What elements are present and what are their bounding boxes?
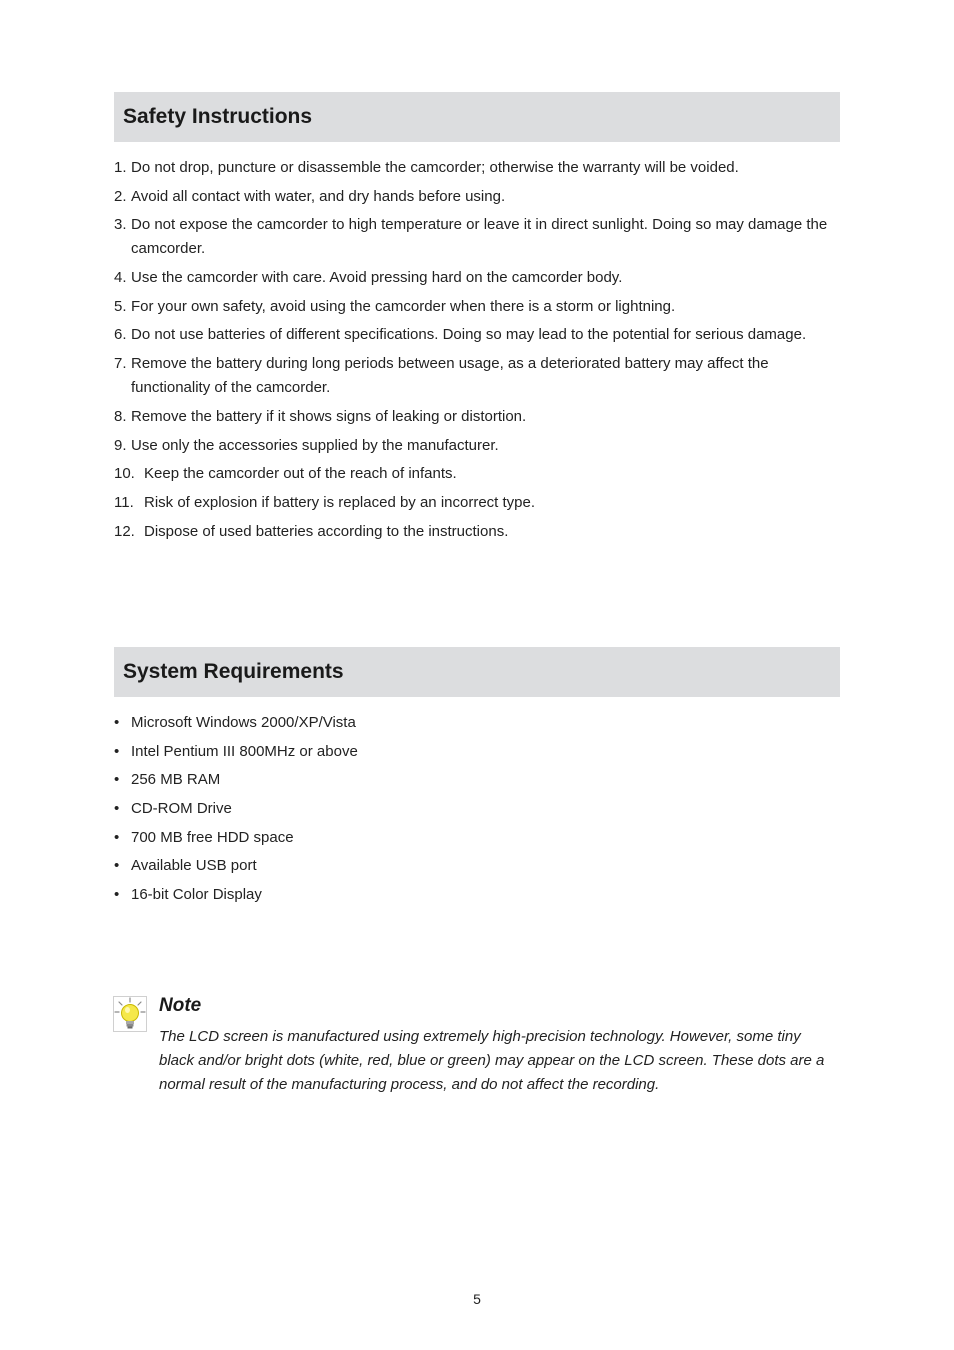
bullet-icon: • [114,714,120,731]
item-text: 256 MB RAM [131,771,221,789]
section-title: Safety Instructions [123,105,313,128]
list-item [114,405,840,429]
item-number: 12. [114,522,135,540]
item-text: Use the camcorder with care. Avoid pressing hard on the camcorder body. [131,269,623,287]
list-item [114,740,840,764]
item-number: 10. [114,465,135,483]
system-requirements-header [114,647,840,697]
list-item [114,323,840,347]
bullet-icon: • [114,886,120,904]
list-item [114,520,840,544]
item-number: 8. [114,407,127,425]
section-title: System Requirements [123,660,344,683]
item-number: 3. [114,216,127,234]
note-body: The LCD screen is manufactured using extremely high-precision technology. However, some tiny black and/or bright dots (white, red, blue or green) may appear on the LCD screen. These dots are a normal result of the manufacturing process, and do not affect the recording. [159,1028,825,1093]
item-text: Remove the battery during long periods between usage, as a deteriorated battery may affect the functionality of the camcorder. [131,355,769,397]
item-text: 16-bit Color Display [131,886,262,904]
list-item [114,797,840,821]
list-item [114,156,840,180]
list-item [114,491,840,515]
item-text: Remove the battery if it shows signs of leaking or distortion. [131,407,527,425]
item-text: Dispose of used batteries according to the instructions. [144,522,509,540]
item-text: For your own safety, avoid using the camcorder when there is a storm or lightning. [131,297,676,315]
list-item [114,185,840,209]
item-text: Microsoft Windows 2000/XP/Vista [131,714,356,731]
item-number: 7. [114,355,127,373]
item-number: 5. [114,297,127,315]
page-number: 5 [473,1291,481,1307]
item-text: Do not drop, puncture or disassemble the camcorder; otherwise the warranty will be voided. [131,159,739,176]
system-requirements-list [114,711,840,912]
bullet-icon: • [114,800,120,818]
list-item [114,711,840,735]
item-number: 1. [114,159,127,176]
bullet-icon: • [114,857,120,875]
list-item [114,883,840,907]
bullet-icon: • [114,742,120,760]
item-number: 11. [114,493,134,511]
note-title: Note [159,995,202,1016]
item-text: CD-ROM Drive [131,800,232,818]
item-text: Available USB port [131,857,257,875]
list-item [114,352,840,400]
list-item [114,213,840,261]
list-item [114,462,840,486]
bullet-icon: • [114,828,120,846]
lightbulb-icon [113,996,147,1032]
item-number: 9. [114,436,127,454]
item-text: Keep the camcorder out of the reach of infants. [144,465,457,483]
item-text: Avoid all contact with water, and dry hands before using. [131,187,506,205]
item-text: Risk of explosion if battery is replaced by an incorrect type. [144,493,536,511]
item-number: 6. [114,326,127,344]
item-text: 700 MB free HDD space [131,828,294,846]
list-item [114,826,840,850]
item-text: Use only the accessories supplied by the manufacturer. [131,436,499,454]
item-number: 4. [114,269,127,287]
safety-instructions-list [114,156,840,548]
list-item [114,854,840,878]
item-number: 2. [114,187,127,205]
list-item [114,295,840,319]
item-text: Do not expose the camcorder to high temperature or leave it in direct sunlight. Doing so may damage the camcorder. [131,216,828,258]
list-item [114,768,840,792]
bullet-icon: • [114,771,120,789]
safety-instructions-header [114,92,840,142]
item-text: Do not use batteries of different specifications. Doing so may lead to the potential for serious damage. [131,326,807,344]
item-text: Intel Pentium III 800MHz or above [131,742,358,760]
list-item [114,434,840,458]
list-item [114,266,840,290]
